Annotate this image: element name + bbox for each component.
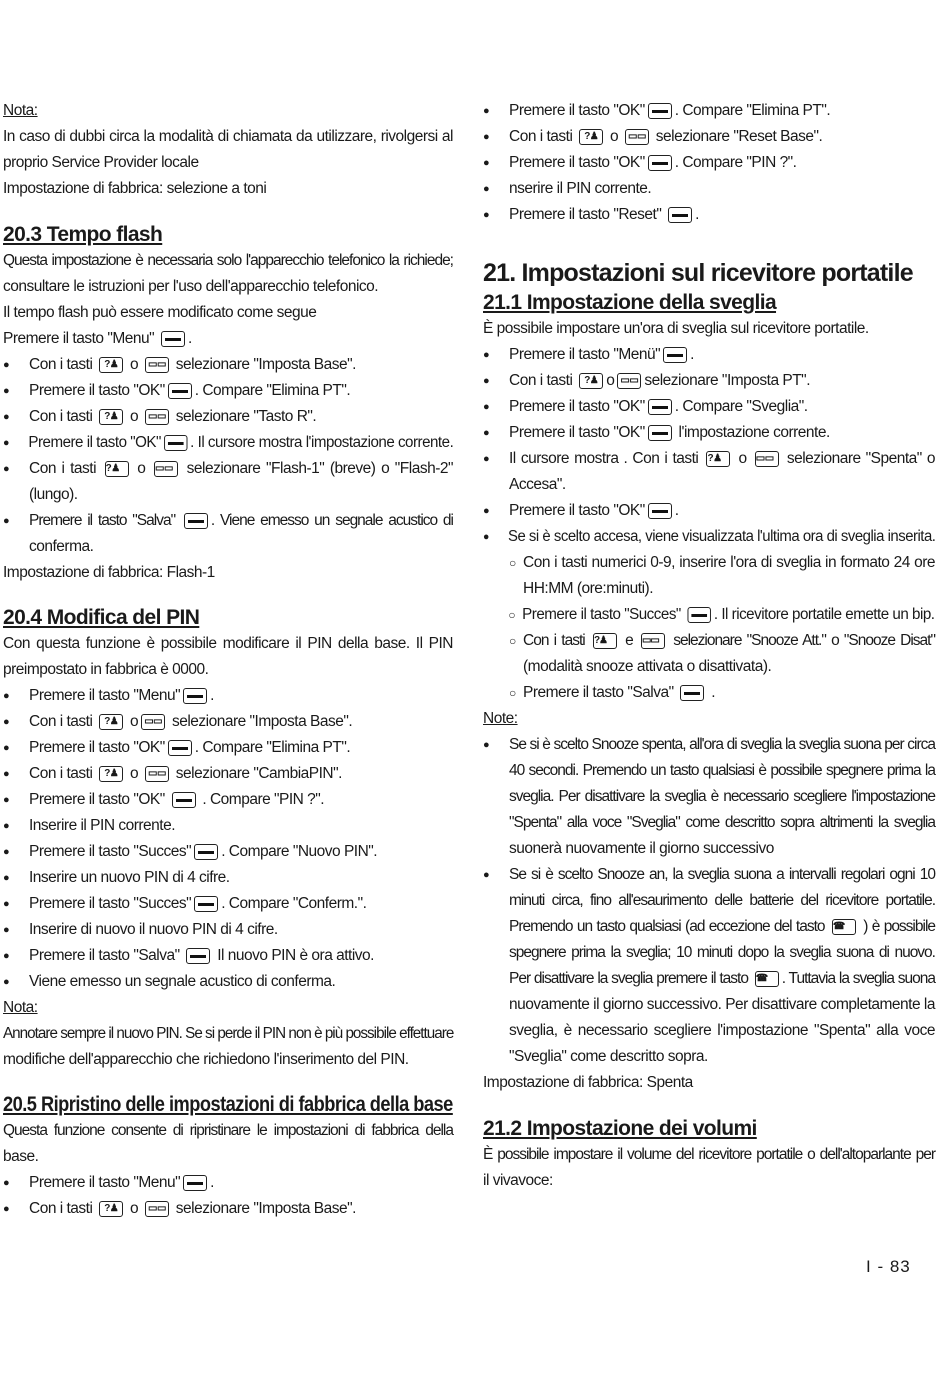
softkey-icon — [194, 844, 218, 860]
bullet-item: ● Viene emesso un segnale acustico di conferma. — [3, 969, 453, 995]
text-line: È possibile impostare un'ora di sveglia sul ricevitore portatile. — [483, 320, 869, 337]
sub-bullet-item: ○ Con i tasti ?♟ e ▭▭ selezionare "Snooze Att." o "Snooze Disat" — [483, 628, 935, 654]
bullet-item: ● Con i tasti ?♟ o ▭▭ selezionare "Reset Base". — [483, 124, 935, 150]
bullet-item: ● Se si è scelto accesa, viene visualizzata l'ultima ora di sveglia inserita. — [483, 524, 918, 550]
sub-bullet-item: ○ Con i tasti numerici 0-9, inserire l'ora di sveglia in formato 24 ore — [483, 550, 935, 576]
book-icon: ▭▭ — [141, 714, 165, 730]
book-icon: ▭▭ — [145, 766, 169, 782]
bullet-item: ● Premere il tasto "OK" . Compare "PIN ?". — [483, 150, 935, 176]
bullet-item: ● Premere il tasto "Succes" . Compare "Conferm.". — [3, 891, 453, 917]
text-line: Accesa". — [509, 476, 566, 493]
bullet-item: ● Con i tasti ?♟ o ▭▭ selezionare "Tasto R". — [3, 404, 453, 430]
bullet-item: ● Se si è scelto Snooze spenta, all'ora di sveglia la sveglia suona per circa — [483, 732, 935, 758]
hangup-icon: ☎ — [755, 971, 779, 987]
phonebook-up-icon: ?♟ — [579, 373, 603, 389]
text-line: Annotare sempre il nuovo PIN. Se si perde il PIN non è più possibile effettuare — [3, 1025, 454, 1042]
heading-text: 20.3 Tempo flash — [3, 223, 163, 246]
heading-text: 20.4 Modifica del PIN — [3, 606, 200, 629]
softkey-icon — [648, 155, 672, 171]
bullet-item: ● Con i tasti ?♟ o ▭▭ selezionare "Imposta Base". — [3, 709, 453, 735]
text-line: 40 secondi. Premendo un tasto qualsiasi è possibile spegnere prima la — [509, 762, 935, 779]
heading-text: 21.2 Impostazione dei volumi — [483, 1117, 757, 1140]
softkey-icon — [648, 103, 672, 119]
bullet-item: ● Premere il tasto "OK" l'impostazione corrente. — [483, 420, 935, 446]
bullet-item: ● Premere il tasto "Salva" Il nuovo PIN è ora attivo. — [3, 943, 453, 969]
text-line: suonerà nuovamente il giorno successivo — [509, 840, 774, 857]
softkey-icon — [184, 513, 208, 529]
text-line: Impostazione di fabbrica: Flash-1 — [3, 564, 215, 581]
bullet-item: ● Premere il tasto "Menü" . — [483, 342, 935, 368]
section-heading — [3, 1092, 453, 1118]
text-line: Premere il tasto "Menu" . — [3, 330, 192, 347]
bullet-item: ● Inserire di nuovo il nuovo PIN di 4 cifre. — [3, 917, 453, 943]
bullet-item: ● Premere il tasto "Menu" . — [3, 683, 453, 709]
bullet-item: ● Inserire un nuovo PIN di 4 cifre. — [3, 865, 453, 891]
bullet-item: ● Premere il tasto "OK" . Compare "Sveglia". — [483, 394, 935, 420]
book-icon: ▭▭ — [145, 1201, 169, 1217]
softkey-icon — [164, 435, 187, 451]
softkey-icon — [168, 383, 192, 399]
text-line: Questa impostazione è necessaria solo l'apparecchio telefonico la richiede; — [3, 252, 453, 269]
softkey-icon — [183, 1175, 207, 1191]
bullet-item: ● Con i tasti ?♟ o ▭▭ selezionare "Imposta Base". — [3, 1196, 453, 1222]
softkey-icon — [168, 740, 192, 756]
heading-text: 20.5 Ripristino delle impostazioni di fabbrica della base — [3, 1093, 453, 1116]
text-line: proprio Service Provider locale — [3, 154, 199, 171]
section-heading — [3, 222, 453, 248]
bullet-item: ● nserire il PIN corrente. — [483, 176, 935, 202]
softkey-icon — [161, 331, 185, 347]
text-line: HH:MM (ore:minuti). — [523, 580, 654, 597]
book-icon: ▭▭ — [154, 461, 178, 477]
chapter-heading: 21. Impostazioni sul ricevitore portatile — [483, 259, 913, 287]
text-line: base. — [3, 1148, 39, 1165]
text-line: È possibile impostare il volume del ricevitore portatile o dell'altoparlante per — [483, 1146, 935, 1163]
phonebook-up-icon: ?♟ — [593, 633, 617, 649]
bullet-item: ● Premere il tasto "Menu" . — [3, 1170, 453, 1196]
phonebook-up-icon: ?♟ — [99, 409, 123, 425]
bullet-item: ● Con i tasti ?♟ o ▭▭ selezionare "CambiaPIN". — [3, 761, 453, 787]
text-line: "Spenta" alla voce "Sveglia" come descritto sopra altrimenti la sveglia — [509, 814, 935, 831]
text-line: sveglia, è necessario scegliere l'impostazione "Spenta" alla voce — [509, 1022, 935, 1039]
text-line: Il tempo flash può essere modificato come segue — [3, 304, 317, 321]
bullet-item: ● Se si è scelto Snooze an, la sveglia suona a intervalli regolari ogni 10 — [483, 862, 935, 888]
hangup-icon: ☎ — [832, 919, 856, 935]
text-line: Questa funzione consente di ripristinare le impostazioni di fabbrica della — [3, 1122, 453, 1139]
heading-text: 21.1 Impostazione della sveglia — [483, 291, 777, 314]
text-line: minuti circa, fino all'esaurimento delle batterie del ricevitore portatile. — [509, 892, 935, 909]
bullet-item: ● Con i tasti ?♟ o ▭▭ selezionare "Flash-1" (breve) o "Flash-2" — [3, 456, 453, 482]
phonebook-up-icon: ?♟ — [99, 766, 123, 782]
phonebook-up-icon: ?♟ — [706, 451, 730, 467]
book-icon: ▭▭ — [145, 409, 169, 425]
phonebook-up-icon: ?♟ — [99, 1201, 123, 1217]
softkey-icon — [648, 425, 672, 441]
section-heading — [483, 1116, 935, 1142]
sub-bullet-item: ○ Premere il tasto "Salva" . — [483, 680, 935, 706]
page-number: I - 83 — [866, 1257, 911, 1276]
book-icon: ▭▭ — [617, 373, 641, 389]
text-line: Con questa funzione è possibile modificare il PIN della base. Il PIN — [3, 635, 453, 652]
bullet-item: ● Premere il tasto "OK" . Il cursore mostra l'impostazione corrente. — [3, 430, 442, 456]
bullet-item: ● Il cursore mostra . Con i tasti ?♟ o ▭▭ selezionare "Spenta" o — [483, 446, 935, 472]
bullet-item: ● Con i tasti ?♟ o ▭▭ selezionare "Imposta Base". — [3, 352, 453, 378]
text-line: preimpostato in fabbrica è 0000. — [3, 661, 209, 678]
phonebook-up-icon: ?♟ — [99, 357, 123, 373]
note-label: Note: — [483, 710, 518, 727]
phonebook-up-icon: ?♟ — [105, 461, 129, 477]
text-line: Impostazione di fabbrica: selezione a toni — [3, 180, 267, 197]
section-heading — [483, 290, 935, 316]
text-line: In caso di dubbi circa la modalità di chiamata da utilizzare, rivolgersi al — [3, 128, 453, 145]
text-line: Impostazione di fabbrica: Spenta — [483, 1074, 693, 1091]
phonebook-up-icon: ?♟ — [99, 714, 123, 730]
book-icon: ▭▭ — [755, 451, 779, 467]
bullet-item: ● Con i tasti ?♟ o ▭▭ selezionare "Imposta PT". — [483, 368, 935, 394]
softkey-icon — [194, 896, 218, 912]
phonebook-up-icon: ?♟ — [579, 129, 603, 145]
book-icon: ▭▭ — [625, 129, 649, 145]
bullet-item: ● Premere il tasto "Salva" . Viene emesso un segnale acustico di — [3, 508, 453, 534]
text-line: consultare le istruzioni per l'uso dell'apparecchio telefonico. — [3, 278, 379, 295]
softkey-icon — [172, 792, 196, 808]
bullet-item: ● Premere il tasto "OK" . Compare "Elimina PT". — [3, 378, 453, 404]
softkey-icon — [186, 948, 210, 964]
text-line: spegnere prima la sveglia; 10 minuti dopo la sveglia suona di nuovo. — [509, 944, 935, 961]
softkey-icon — [680, 685, 704, 701]
softkey-icon — [183, 688, 207, 704]
text-line: il vivavoce: — [483, 1172, 553, 1189]
bullet-item: ● Premere il tasto "Reset" . — [483, 202, 935, 228]
book-icon: ▭▭ — [641, 633, 665, 649]
note-label: Nota: — [3, 102, 38, 119]
bullet-item: ● Inserire il PIN corrente. — [3, 813, 453, 839]
section-heading — [3, 605, 453, 631]
text-line: modifiche dell'apparecchio che richiedono l'inserimento del PIN. — [3, 1051, 409, 1068]
text-line: sveglia. Per disattivare la sveglia è necessario scegliere l'impostazione — [509, 788, 935, 805]
text-line: Per disattivare la sveglia premere il tasto ☎ . Tuttavia la sveglia suona — [509, 970, 935, 987]
softkey-icon — [648, 503, 672, 519]
text-line: conferma. — [29, 538, 94, 555]
bullet-item: ● Premere il tasto "OK" . Compare "Elimina PT". — [483, 98, 935, 124]
bullet-item: ● Premere il tasto "Succes" . Compare "Nuovo PIN". — [3, 839, 453, 865]
softkey-icon — [648, 399, 672, 415]
softkey-icon — [687, 607, 710, 623]
softkey-icon — [663, 347, 687, 363]
bullet-item: ● Premere il tasto "OK" . — [483, 498, 935, 524]
text-line: Premendo un tasto qualsiasi (ad eccezione del tasto ☎ ) è possibile — [509, 918, 936, 935]
sub-bullet-item: ○ Premere il tasto "Succes" . Il ricevitore portatile emette un bip. — [483, 602, 925, 628]
text-line: "Sveglia" come descritto sopra. — [509, 1048, 708, 1065]
softkey-icon — [668, 207, 692, 223]
book-icon: ▭▭ — [145, 357, 169, 373]
text-line: (lungo). — [29, 486, 78, 503]
bullet-item: ● Premere il tasto "OK" . Compare "Elimina PT". — [3, 735, 453, 761]
bullet-item: ● Premere il tasto "OK" . Compare "PIN ?". — [3, 787, 453, 813]
text-line: nuovamente il giorno successivo. Per disattivare completamente la — [509, 996, 935, 1013]
text-line: (modalità snooze attivata o disattivata). — [523, 658, 772, 675]
note-label: Nota: — [3, 999, 38, 1016]
